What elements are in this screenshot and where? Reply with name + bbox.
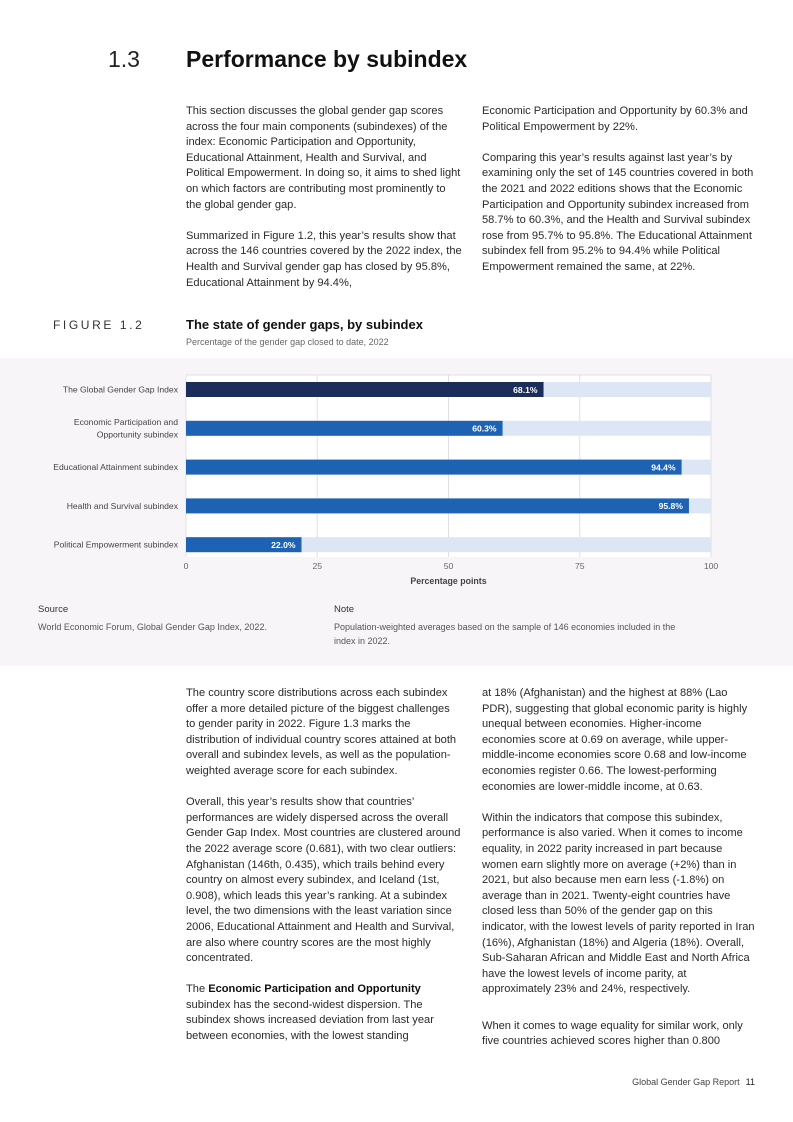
bar-value-label-4: 22.0% xyxy=(271,540,296,550)
intro-left-paragraph-1: This section discusses the global gender gap scores across the four main components (subindexes) of the index: Economic Participation and Opportunity, Educational Attainment, Health and Survival, and Political Empowerment. In doing so, it aims to shed light on which factors are contributing most prominently to the global gender gap. xyxy=(186,105,461,211)
note-text: Population-weighted averages based on the sample of 146 economies included in the index in 2022. xyxy=(334,622,676,646)
section-number: 1.3 xyxy=(108,46,140,72)
intro-right-paragraph-2: Comparing this year’s results against last year’s by examining only the set of 145 countries covered in both the 2021 and 2022 editions shows that the Economic Participation and Opportunity subindex increased from 58.7% to 60.3%, and the Health and Survival subindex rose from 95.7% to 95.8%. The Educational Attainment subindex fell from 95.2% to 94.4% while Political Empowerment remained the same, at 22%. xyxy=(482,151,754,273)
intro-right-column xyxy=(482,104,758,291)
x-tick-label-3: 75 xyxy=(574,561,585,571)
x-tick-label-4: 100 xyxy=(703,561,719,571)
bar-value-label-0: 68.1% xyxy=(513,384,538,395)
bar-value-label-1: 60.3% xyxy=(472,423,497,434)
body-left-column xyxy=(186,686,462,1060)
x-axis-title: Percentage points xyxy=(410,576,487,586)
footer-report-title: Global Gender Gap Report xyxy=(632,1077,740,1087)
intro-left-column xyxy=(186,104,462,307)
bar-value-label-3: 95.8% xyxy=(658,501,683,512)
bar-3 xyxy=(186,498,689,513)
x-tick-label-1: 25 xyxy=(312,561,323,571)
body-left-p3-rest: subindex has the second-widest dispersion. The subindex shows increased deviation from last year between economies, with the lowest standing xyxy=(186,998,434,1043)
body-left-p3-start: The xyxy=(186,983,209,996)
body-left-paragraph-2: Overall, this year’s results show that countries’ performances are widely dispersed across the overall Gender Gap Index. Most countries are clustered around the 2022 average score (0.681), with two clear outliers: Afghanistan (146th, 0.435), which trails behind every country on almost every subindex, and Iceland (1st, 0.908), which leads this year’s ranking. At a subindex level, the two dimensions with the least variation since 2006, Educational Attainment and Health and Survival, are also where country scores are the most highly concentrated. xyxy=(186,796,461,965)
category-label-2: Educational Attainment subindex xyxy=(53,462,178,473)
bar-0 xyxy=(186,382,544,397)
category-label-1: Economic Participation and Opportunity subindex xyxy=(73,416,178,440)
bar-2 xyxy=(186,460,682,475)
figure-title: The state of gender gaps, by subindex xyxy=(186,317,423,332)
body-left-paragraph-3 xyxy=(186,982,462,1044)
category-label-4: Political Empowerment subindex xyxy=(53,539,178,550)
source-text: World Economic Forum, Global Gender Gap Index, 2022. xyxy=(38,622,267,632)
body-left-p3-bold: Economic Participation and Opportunity xyxy=(208,983,421,996)
body-right-paragraph-3: When it comes to wage equality for similar work, only five countries achieved scores higher than 0.800 xyxy=(482,1019,743,1048)
intro-right-paragraph-1: Economic Participation and Opportunity by 60.3% and Political Empowerment by 22%. xyxy=(482,105,748,133)
bar-chart xyxy=(0,358,793,598)
body-right-paragraph-2: Within the indicators that compose this subindex, performance is also varied. When it comes to income equality, in 2022 parity increased in part because women earn slightly more on average (+2%) than in 2021, but also because men earn less (-1.8%) on average than in 2021. Twenty-eight countries have closed less than 50% of the gender gap on this indicator, with the lowest levels of parity reported in Iran (16%), Afghanistan (18%) and Algeria (18%). Overall, Sub-Saharan African and Middle East and North Africa have the lowest levels of income parity, at approximately 23% and 24%, respectively. xyxy=(482,811,755,996)
figure-label: FIGURE 1.2 xyxy=(53,318,145,332)
page-footer xyxy=(632,1077,755,1087)
category-label-3: Health and Survival subindex xyxy=(66,500,178,511)
section-title: Performance by subindex xyxy=(186,46,468,72)
intro-left-paragraph-2: Summarized in Figure 1.2, this year’s results show that across the 146 countries covered by the 2022 index, the Health and Survival gender gap has closed by 95.8%, Educational Attainment by 94.4%, xyxy=(186,229,462,289)
body-right-paragraph-1: at 18% (Afghanistan) and the highest at 88% (Lao PDR), suggesting that global economic parity is highly unequal between economies. Higher-income economies score at 0.69 on average, while upper-middle-income economies score 0.68 and low-income economies register 0.66. The lowest-performing economies are lower-middle income, at 0.63. xyxy=(482,687,748,793)
body-left-paragraph-1: The country score distributions across each subindex offer a more detailed picture of the biggest challenges to gender parity in 2022. Figure 1.3 marks the distribution of individual country scores attained at both overall and subindex levels, as well as the population-weighted average score for each subindex. xyxy=(186,687,457,777)
figure-subtitle: Percentage of the gender gap closed to date, 2022 xyxy=(186,337,389,347)
x-tick-label-0: 0 xyxy=(183,561,189,571)
note-heading: Note xyxy=(334,604,355,615)
body-right-column xyxy=(482,686,758,1066)
category-label-0: The Global Gender Gap Index xyxy=(62,384,178,395)
source-heading: Source xyxy=(38,604,69,615)
x-tick-label-2: 50 xyxy=(443,561,454,571)
footer-page-number: 11 xyxy=(745,1077,755,1087)
bar-value-label-2: 94.4% xyxy=(651,462,676,473)
bar-1 xyxy=(186,421,503,436)
